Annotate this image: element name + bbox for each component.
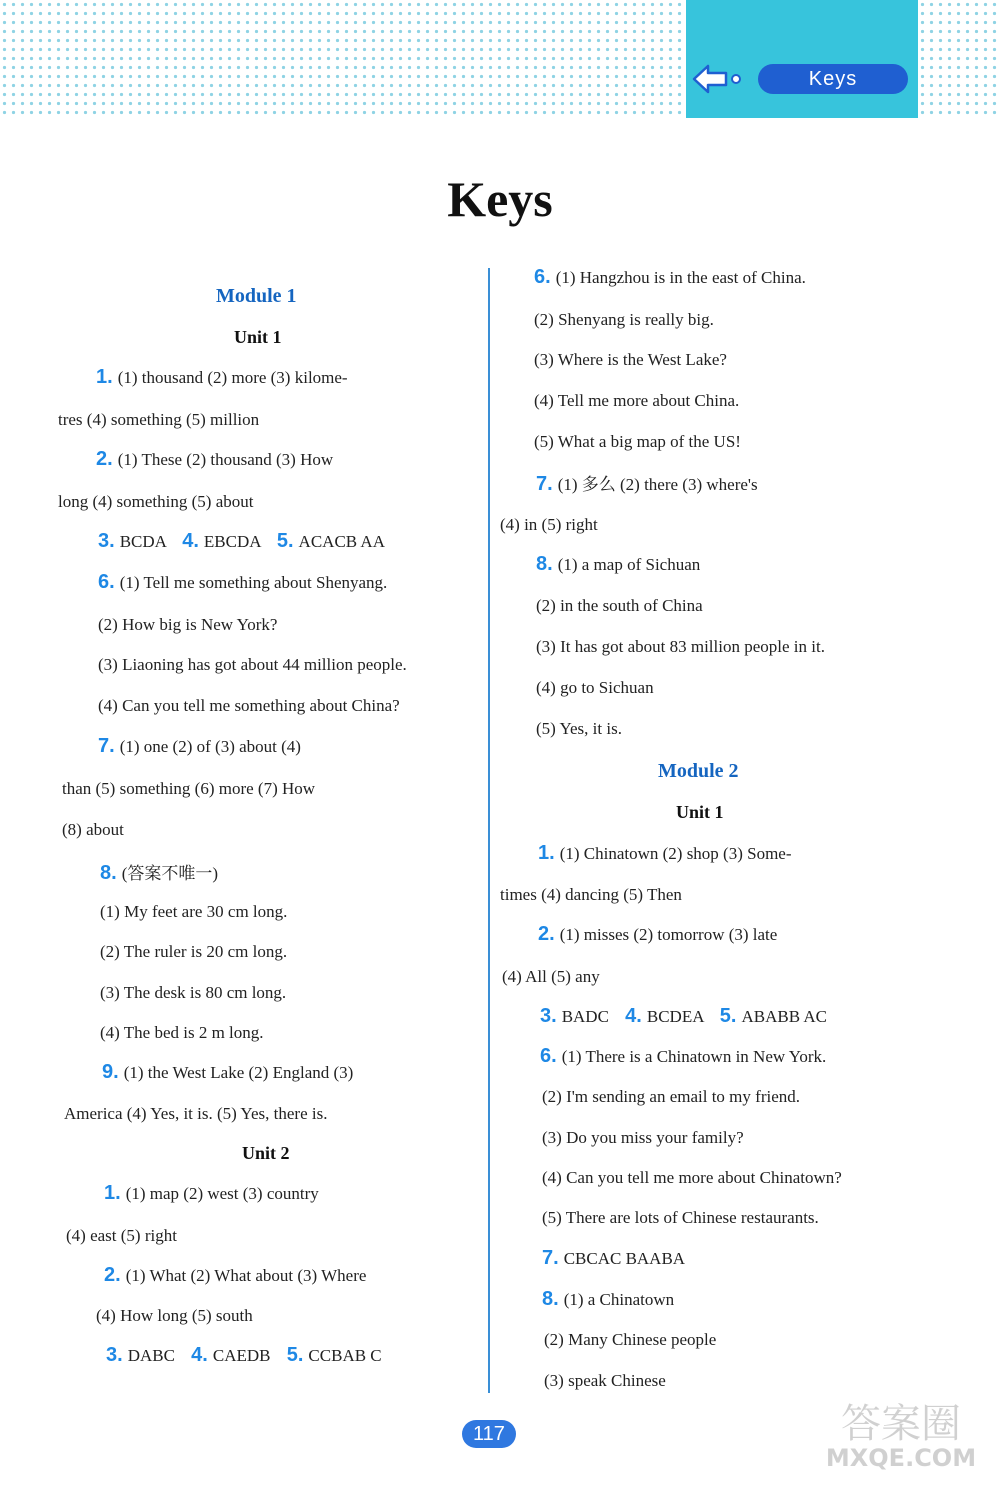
answer-line: (4) go to Sichuan	[536, 678, 654, 697]
answer-line: 7. (1) one (2) of (3) about (4)	[98, 735, 301, 757]
answer-line: (5) Yes, it is.	[536, 719, 622, 738]
answer-line: (2) Many Chinese people	[544, 1330, 717, 1349]
answer-line: (3) Liaoning has got about 44 million people.	[98, 655, 407, 674]
column-divider	[488, 268, 490, 1393]
left-arrow-icon	[692, 62, 744, 96]
answer-line: 3. BCDA 4. EBCDA 5. ACACB AA	[98, 530, 385, 552]
answer-line: (4) Tell me more about China.	[534, 391, 740, 410]
answer-line: (2) Shenyang is really big.	[534, 310, 714, 329]
answer-line: (5) What a big map of the US!	[534, 432, 741, 451]
answer-line: than (5) something (6) more (7) How	[62, 779, 316, 798]
answer-line: (2) I'm sending an email to my friend.	[542, 1087, 800, 1106]
answer-line: 2. (1) misses (2) tomorrow (3) late	[538, 923, 778, 945]
answer-line: (5) There are lots of Chinese restaurants.	[542, 1208, 819, 1227]
watermark-logo: 答案圈 MXQE.COM	[825, 1401, 977, 1472]
answer-line: 8. (1) a Chinatown	[542, 1288, 675, 1310]
answer-line: 6. (1) There is a Chinatown in New York.	[540, 1045, 827, 1067]
answer-line: (3) speak Chinese	[544, 1371, 666, 1390]
question-number: 2.	[96, 448, 113, 470]
answer-line: (1) My feet are 30 cm long.	[100, 902, 288, 921]
answer-line: (3) The desk is 80 cm long.	[100, 983, 287, 1002]
answer-line: 6. (1) Tell me something about Shenyang.	[98, 571, 388, 593]
answer-line: (2) in the south of China	[536, 596, 703, 615]
answer-line: (4) in (5) right	[500, 515, 598, 534]
keys-tab-label: Keys	[758, 64, 908, 94]
answer-line: America (4) Yes, it is. (5) Yes, there is.	[64, 1104, 328, 1123]
answer-line: 8. (1) a map of Sichuan	[536, 553, 701, 575]
answer-line: 2. (1) These (2) thousand (3) How	[96, 448, 334, 470]
answer-line: 3. BADC 4. BCDEA 5. ABABB AC	[540, 1005, 827, 1027]
answer-line: 1. (1) Chinatown (2) shop (3) Some-	[538, 842, 792, 864]
answer-line: 1. (1) thousand (2) more (3) kilome-	[96, 366, 348, 388]
answer-line: 6. (1) Hangzhou is in the east of China.	[534, 266, 806, 288]
header-tab-panel	[686, 0, 918, 118]
answer-line: 9. (1) the West Lake (2) England (3)	[102, 1061, 354, 1083]
module-heading: Module 1	[216, 285, 297, 307]
unit-heading: Unit 1	[676, 802, 724, 822]
unit-heading: Unit 1	[234, 327, 282, 347]
answer-line: 8. (答案不唯一)	[100, 862, 219, 884]
module-heading: Module 2	[658, 760, 739, 782]
question-number: 1.	[96, 366, 113, 388]
answer-line: 1. (1) map (2) west (3) country	[104, 1182, 319, 1204]
answer-line: (2) How big is New York?	[98, 615, 278, 634]
answer-line: (4) The bed is 2 m long.	[100, 1023, 264, 1042]
answer-line: 7. (1) 多么 (2) there (3) where's	[536, 473, 758, 495]
answer-line: (3) Where is the West Lake?	[534, 350, 727, 369]
answer-line: tres (4) something (5) million	[58, 410, 260, 429]
answer-line: (4) Can you tell me more about Chinatown?	[542, 1168, 842, 1187]
answer-line: (4) Can you tell me something about China?	[98, 696, 400, 715]
unit-heading: Unit 2	[242, 1143, 290, 1163]
answer-line: times (4) dancing (5) Then	[500, 885, 682, 904]
answer-line: (2) The ruler is 20 cm long.	[100, 942, 288, 961]
answer-line: (4) east (5) right	[66, 1226, 177, 1245]
answer-line: long (4) something (5) about	[58, 492, 254, 511]
page-number: 117	[462, 1420, 516, 1448]
answer-line: (3) Do you miss your family?	[542, 1128, 744, 1147]
answer-line: (4) How long (5) south	[96, 1306, 253, 1325]
answer-line: 2. (1) What (2) What about (3) Where	[104, 1264, 367, 1286]
answer-line: (8) about	[62, 820, 124, 839]
answer-line: 7. CBCAC BAABA	[542, 1247, 686, 1269]
answer-line: (4) All (5) any	[502, 967, 600, 986]
answer-line: (3) It has got about 83 million people in it.	[536, 637, 825, 656]
page-title: Keys	[447, 171, 553, 227]
answer-line: 3. DABC 4. CAEDB 5. CCBAB C	[106, 1344, 382, 1366]
